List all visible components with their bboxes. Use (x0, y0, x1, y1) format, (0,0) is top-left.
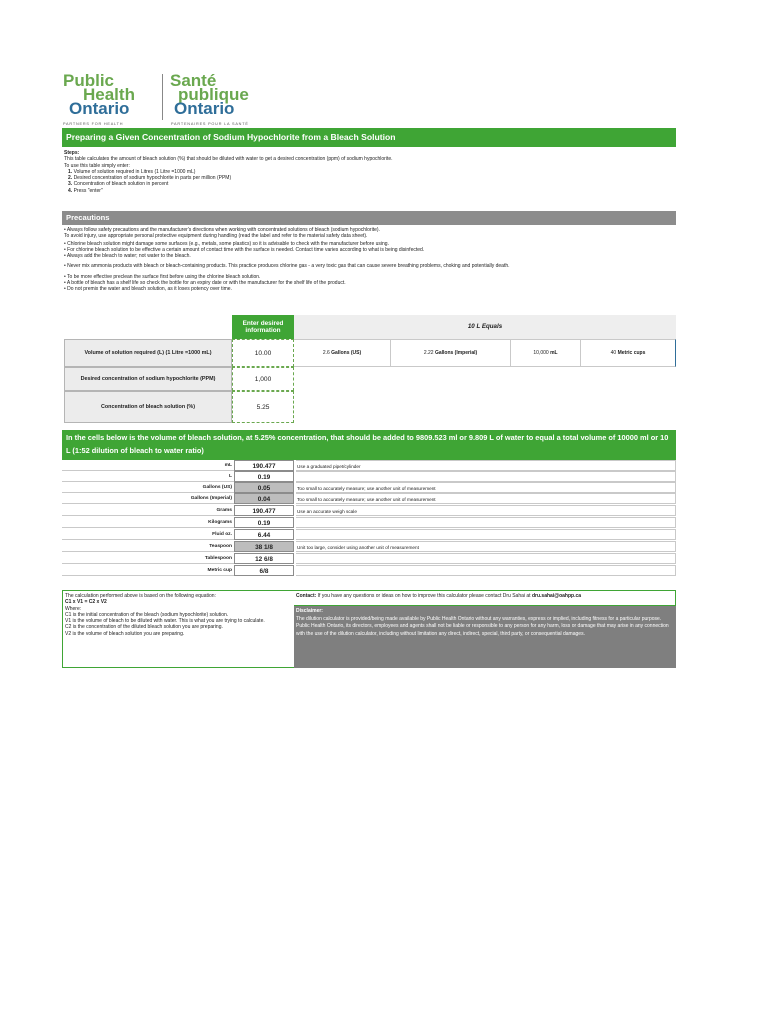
equation-intro: The calculation performed above is based on the following equation: (65, 593, 216, 599)
disclaimer-label: Disclaimer: (296, 608, 323, 614)
steps-intro: This table calculates the amount of bleach solution (%) that should be diluted with water to get a desired concentration (ppm) of sodium hypochlorite. (64, 156, 393, 163)
equation-where: Where: (65, 605, 82, 612)
equals-gallons-imp-num: 2.22 (423, 350, 434, 356)
result-value: 190.477 (234, 505, 294, 516)
equation-v1: V1 is the volume of bleach to be diluted with water. This is what you are trying to calculate. (65, 618, 265, 625)
equals-ml-num: 10,000 (533, 350, 549, 356)
ppm-input[interactable]: 1,000 (232, 367, 294, 391)
equals-gallons-us-num: 2.6 (322, 350, 330, 356)
precautions-heading: Precautions (62, 211, 676, 225)
page-title: Preparing a Given Concentration of Sodium Hypochlorite from a Bleach Solution (62, 128, 676, 147)
volume-label: Volume of solution required (L) (1 Litre =1000 mL) (64, 339, 232, 367)
equals-ml (511, 339, 581, 367)
steps-heading: Steps: (64, 150, 80, 156)
result-note (296, 529, 676, 540)
result-note (296, 553, 676, 564)
equals-metric-cups (581, 339, 676, 367)
result-value: 6.44 (234, 529, 294, 540)
result-note: Unit too large, consider using another unit of measurement (296, 541, 676, 552)
contact-box (294, 590, 676, 606)
table-row (62, 505, 676, 516)
equation-c2: C2 is the concentration of the diluted bleach solution you are preparing. (65, 624, 223, 631)
logo-english (63, 71, 163, 118)
step-item-2: 2. Desired concentration of sodium hypochlorite in parts per million (PPM) (68, 175, 232, 182)
step-item-1: 1. Volume of solution required in Litres (1 Litre =1000 mL) (68, 168, 196, 175)
pho-logo (63, 71, 323, 130)
table-row (62, 482, 676, 493)
equation-box (62, 590, 294, 668)
precaution-line: • Chlorine bleach solution might damage some surfaces (e.g., metals, some plastics) so it is advisable to check with the manufacturer before using. (64, 240, 389, 247)
result-note (296, 565, 676, 576)
result-value: 190.477 (234, 460, 294, 471)
logo-divider (162, 74, 163, 120)
step-item-4: 4. Press "enter" (68, 187, 103, 194)
precaution-line: • Always add the bleach to water; not water to the bleach. (64, 253, 191, 260)
precaution-line: • Do not premix the water and bleach solution, as it loses potency over time. (64, 286, 232, 293)
result-label: Teaspoon (62, 541, 234, 552)
result-label: Kilograms (62, 517, 234, 528)
equals-cups-num: 40 (610, 350, 617, 356)
step-item-3-text: Concentration of bleach solution in percent (73, 181, 169, 188)
step-item-4-text: Press "enter" (73, 187, 103, 194)
table-row (62, 517, 676, 528)
result-label: Gallons (US) (62, 482, 234, 493)
ppm-label: Desired concentration of sodium hypochlorite (PPM) (64, 367, 232, 391)
equals-gallons-imperial (391, 339, 511, 367)
bleach-concentration-input[interactable]: 5.25 (232, 391, 294, 423)
table-row (62, 471, 676, 482)
step-item-1-text: Volume of solution required in Litres (1 Litre =1000 mL) (73, 168, 196, 175)
equals-gallons-imp-unit: Gallons (Imperial) (434, 350, 478, 356)
steps-instruction: To use this table simply enter: (64, 162, 130, 169)
result-label: mL (62, 460, 234, 471)
logo-fr-line3: Ontario (174, 99, 235, 118)
result-label: Fluid oz. (62, 529, 234, 540)
logo-tag-fr: PARTENAIRES POUR LA SANTÉ (171, 122, 249, 126)
equals-header: 10 L Equals (294, 315, 676, 339)
table-row (62, 460, 676, 471)
equation-formula: C1 x V1 = C2 x V2 (65, 599, 107, 606)
logo-fr-line1: Santé (170, 71, 217, 90)
result-note: Use an accurate weigh scale (296, 505, 676, 516)
step-item-2-text: Desired concentration of sodium hypochlorite in parts per million (PPM) (73, 175, 232, 182)
logo-fr-line2: publique (178, 85, 249, 104)
bleach-concentration-label: Concentration of bleach solution (%) (64, 391, 232, 423)
logo-french (170, 71, 290, 118)
contact-label: Contact: (296, 593, 317, 599)
table-row (62, 541, 676, 552)
result-label: Gallons (Imperial) (62, 493, 234, 504)
precautions-list (64, 227, 674, 293)
result-heading: In the cells below is the volume of bleach solution, at 5.25% concentration, that should be added to 9809.523 ml or 9.809 L of water to equal a total volume of 10000 ml or 10 L (1:52 dilution of bleach to water ratio) (62, 430, 676, 460)
result-label: Grams (62, 505, 234, 516)
step-item-3: 3. Concentration of bleach solution in percent (68, 181, 169, 188)
logo-tag-en: PARTNERS FOR HEALTH (63, 122, 124, 126)
equals-cups-unit: Metric cups (617, 350, 646, 356)
result-note: Use a graduated pipet/cylinder (296, 460, 676, 471)
result-value: 0.19 (234, 471, 294, 482)
result-value: 6/8 (234, 565, 294, 576)
result-value: 0.19 (234, 517, 294, 528)
steps-section (64, 150, 674, 194)
contact-email-link[interactable]: dru.sahai@oahpp.ca (531, 593, 582, 599)
logo-en-line3: Ontario (69, 99, 130, 118)
result-value: 0.05 (234, 482, 294, 493)
result-value: 0.04 (234, 493, 294, 504)
contact-text: If you have any questions or ideas on how to improve this calculator please contact Dru Sahai at (316, 593, 532, 599)
volume-input[interactable]: 10.00 (232, 339, 294, 367)
equation-v2: V2 is the volume of bleach solution you are preparing. (65, 630, 185, 637)
equation-c1: C1 is the initial concentration of the bleach (sodium hypochlorite) solution. (65, 611, 229, 618)
precaution-line: • For chlorine bleach solution to be effective a certain amount of contact time with the surface is needed. Contact time varies according to what is being disinfected. (64, 246, 425, 253)
disclaimer-box (294, 606, 676, 668)
equals-ml-unit: mL (550, 350, 558, 356)
result-value: 38 1/8 (234, 541, 294, 552)
result-label: Tablespoon (62, 553, 234, 564)
logo-en-line2: Health (83, 85, 135, 104)
precaution-line: To avoid injury, use appropriate personal protective equipment during handling (read the label and refer to the material safety data sheet). (64, 233, 368, 240)
result-note: Too small to accurately measure; use another unit of measurement (296, 493, 676, 504)
precaution-line: • Never mix ammonia products with bleach or bleach-containing products. This practice produces chlorine gas - a very toxic gas that can cause severe breathing problems, choking and potentially death. (64, 263, 510, 270)
result-label: L (62, 471, 234, 482)
precaution-line: • A bottle of bleach has a shelf life so check the bottle for an expiry date or with the manufacturer for the shelf life of the product. (64, 280, 346, 287)
disclaimer-text: The dilution calculator is provided/being made available by Public Health Ontario without any warranties, express or implied, including fitness for a particular purpose. Public Health Ontario, its directors, employees and agents shall not be liable or responsible to any person for any harm, loss or damage that may arise in any connection with the use of the dilution calculator, including without limitation any direct, indirect, special, third party, or consequential damages. (296, 615, 669, 637)
precaution-line: • Always follow safety precautions and the manufacturer's directions when working with concentrated solutions of bleach (sodium hypochlorite). (64, 227, 380, 233)
logo-en-line1: Public (63, 71, 115, 90)
equals-gallons-us-unit: Gallons (US) (331, 350, 362, 356)
result-note (296, 517, 676, 528)
table-row (62, 529, 676, 540)
result-note: Too small to accurately measure; use another unit of measurement (296, 482, 676, 493)
precaution-line: • To be more effective preclean the surface first before using the chlorine bleach solution. (64, 273, 261, 280)
result-label: Metric cup (62, 565, 234, 576)
input-column-header: Enter desired information (232, 315, 294, 339)
table-row (62, 565, 676, 576)
equals-gallons-us (294, 339, 391, 367)
table-row (62, 553, 676, 564)
result-value: 12 6/8 (234, 553, 294, 564)
table-row (62, 493, 676, 504)
result-note (296, 471, 676, 482)
